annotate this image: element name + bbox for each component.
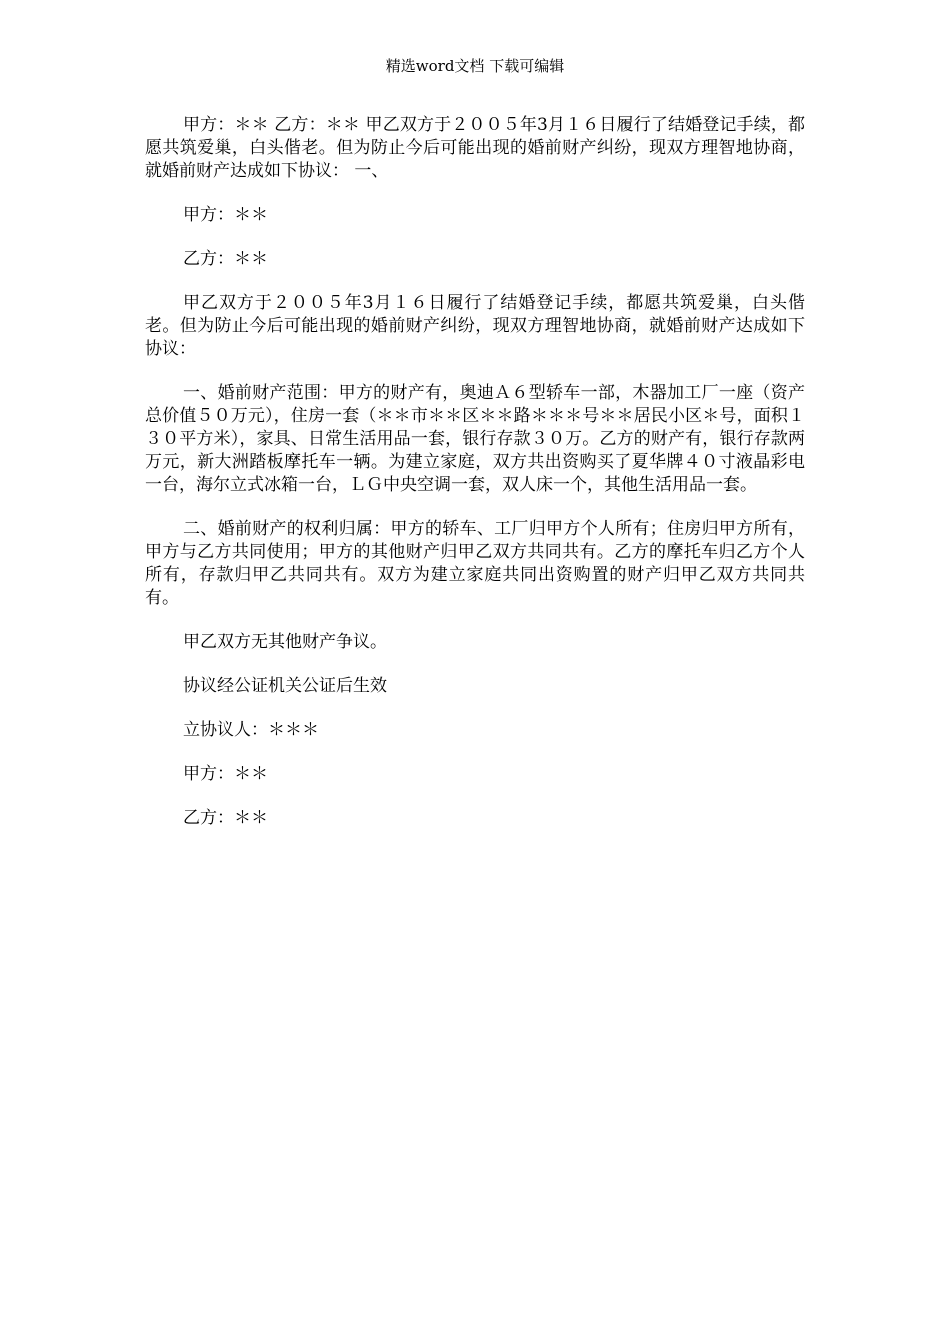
signature-party-a: 甲方：＊＊	[183, 764, 268, 784]
party-b-line: 乙方：＊＊	[183, 249, 268, 269]
signature-party-b: 乙方：＊＊	[183, 808, 268, 828]
preamble-paragraph: 甲乙双方于２００５年3月１６日履行了结婚登记手续，都愿共筑爱巢，白头偕老。但为防止今后可能出现的婚前财产纠纷，现双方理智地协商，就婚前财产达成如下协议：	[145, 293, 805, 359]
clause-property-scope: 一、婚前财产范围：甲方的财产有，奥迪Ａ６型轿车一部，木器加工厂一座（资产总价值５０万元），住房一套（＊＊市＊＊区＊＊路＊＊＊号＊＊居民小区＊号，面积１３０平方米），家具、日常生活用品一套，银行存款３０万。乙方的财产有，银行存款两万元，新大洲踏板摩托车一辆。为建立家庭，双方共出资购买了夏华牌４０寸液晶彩电一台，海尔立式冰箱一台，ＬＧ中央空调一套，双人床一个，其他生活用品一套。	[145, 383, 805, 495]
notarization-statement: 协议经公证机关公证后生效	[183, 676, 387, 696]
agreement-body	[145, 114, 805, 851]
no-dispute-statement: 甲乙双方无其他财产争议。	[183, 632, 387, 652]
intro-paragraph: 甲方：＊＊ 乙方：＊＊ 甲乙双方于２００５年3月１６日履行了结婚登记手续，都愿共筑爱巢，白头偕老。但为防止今后可能出现的婚前财产纠纷，现双方理智地协商，就婚前财产达成如下协议： 一、	[145, 115, 805, 181]
signatories-line: 立协议人：＊＊＊	[183, 720, 319, 740]
page-header: 精选word文档 下载可编辑	[385, 57, 565, 75]
clause-ownership: 二、婚前财产的权利归属：甲方的轿车、工厂归甲方个人所有；住房归甲方所有，甲方与乙方共同使用；甲方的其他财产归甲乙双方共同共有。乙方的摩托车归乙方个人所有，存款归甲乙共同共有。双方为建立家庭共同出资购置的财产归甲乙双方共同共有。	[145, 519, 805, 608]
party-a-line: 甲方：＊＊	[183, 205, 268, 225]
